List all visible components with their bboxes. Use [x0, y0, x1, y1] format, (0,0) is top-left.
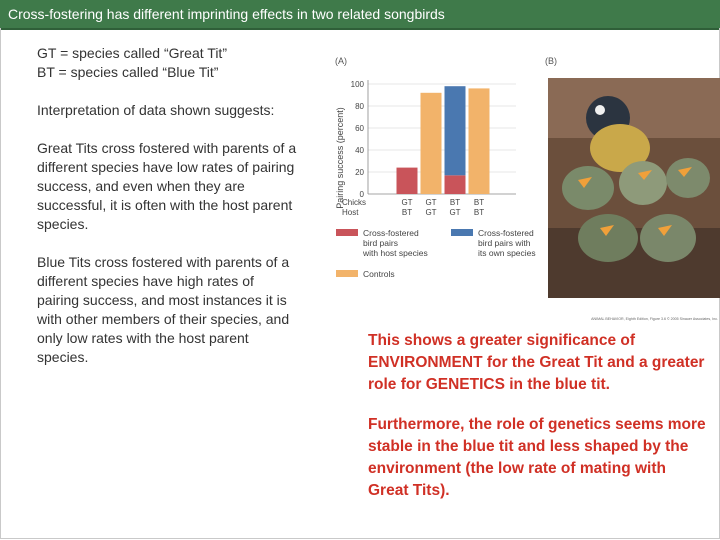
legend-swatch — [336, 229, 358, 236]
bar — [445, 86, 466, 175]
conclusion-paragraph-1: This shows a greater significance of ENVIRONMENT for the Great Tit and a greater role for GENETICS in the blue tit. — [368, 332, 705, 393]
row-label-chicks: Chicks — [342, 198, 367, 207]
bird-chicks-photo — [548, 78, 720, 298]
y-tick-label: 100 — [350, 80, 364, 89]
y-axis-label: Pairing success (percent) — [335, 107, 345, 209]
legend-label: Cross-fostered — [478, 228, 534, 238]
left-text-column — [37, 44, 299, 386]
great-tits-paragraph: Great Tits cross fostered with parents of a different species have low rates of pairing success, and even when they are successful, it is often with the host parent species. — [37, 140, 297, 232]
bt-definition: BT = species called “Blue Tit” — [37, 64, 219, 80]
bar — [397, 168, 418, 194]
chicks-category-label: GT — [401, 198, 413, 207]
legend-label: Controls — [363, 269, 395, 279]
y-tick-label: 0 — [359, 190, 364, 199]
chart-bars — [397, 86, 490, 194]
legend-label: bird pairs — [363, 238, 398, 248]
y-tick-label: 60 — [355, 124, 364, 133]
chart-legend — [336, 228, 536, 279]
bar — [421, 93, 442, 194]
bar — [445, 175, 466, 194]
slide-title: Cross-fostering has different imprinting effects in two related songbirds — [8, 6, 445, 22]
legend-label: bird pairs with — [478, 238, 531, 248]
legend-label: its own species — [478, 248, 536, 258]
conclusion-paragraph-2: Furthermore, the role of genetics seems more stable in the blue tit and less shaped by the environment (the low rate of mating with Great Tits). — [368, 416, 706, 499]
legend-swatch — [451, 229, 473, 236]
panel-b-label: (B) — [545, 56, 557, 66]
figure-credit: ANIMAL BEHAVIOR, Eighth Edition, Figure 3.6 © 2005 Sinauer Associates, Inc. — [591, 317, 718, 321]
y-tick-label: 20 — [355, 168, 364, 177]
host-category-label: GT — [425, 208, 437, 217]
legend-swatch — [336, 270, 358, 277]
panel-a-label: (A) — [335, 56, 347, 66]
chicks-category-label: BT — [449, 198, 461, 207]
blue-tits-paragraph: Blue Tits cross fostered with parents of a different species have high rates of pairing success, and most instances it is with other members of their species, and only low rates with the host parent species. — [37, 254, 290, 365]
chicks-category-label: GT — [425, 198, 437, 207]
y-tick-label: 40 — [355, 146, 364, 155]
title-bar — [0, 0, 720, 30]
host-category-label: BT — [401, 208, 413, 217]
chicks-category-label: BT — [473, 198, 485, 207]
host-category-label: GT — [449, 208, 461, 217]
host-category-label: BT — [473, 208, 485, 217]
legend-label: Cross-fostered — [363, 228, 419, 238]
bar — [469, 88, 490, 194]
legend-label: with host species — [363, 248, 428, 258]
gt-definition: GT = species called “Great Tit” — [37, 45, 227, 61]
interpretation-heading: Interpretation of data shown suggests: — [37, 102, 275, 118]
category-labels — [342, 198, 484, 217]
row-label-host: Host — [342, 208, 359, 217]
y-tick-label: 80 — [355, 102, 364, 111]
conclusion-text — [368, 330, 708, 520]
